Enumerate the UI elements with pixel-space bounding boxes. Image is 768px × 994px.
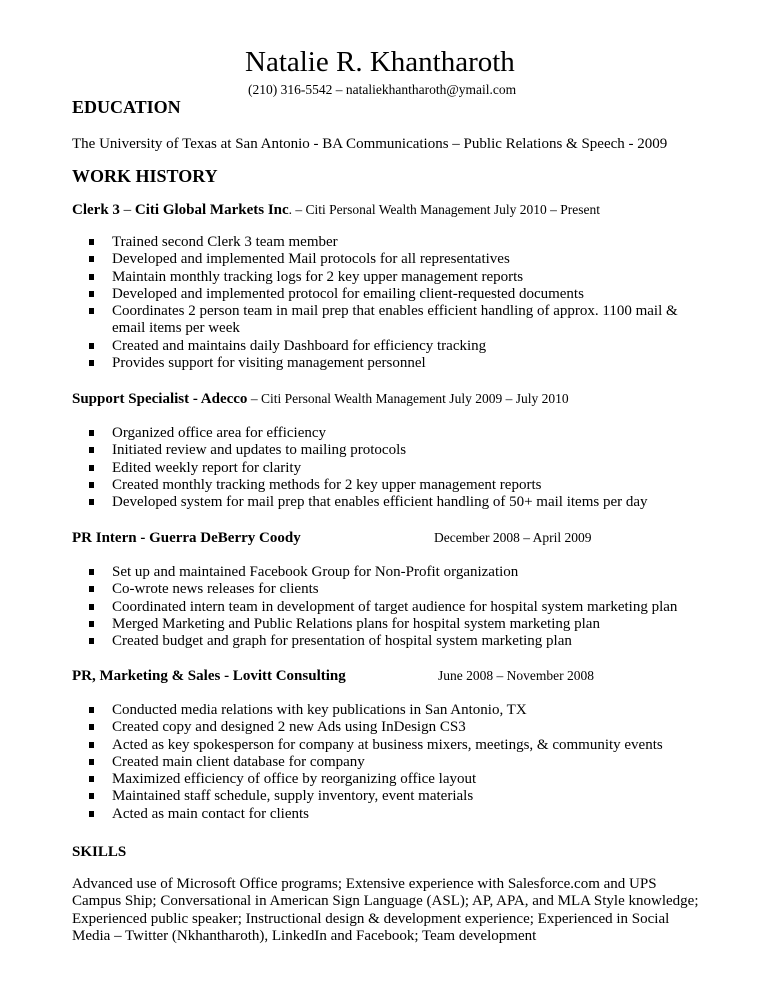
bullet-square-icon	[89, 793, 94, 799]
bullet-square-icon	[89, 759, 94, 765]
education-heading: EDUCATION	[72, 97, 181, 117]
job-separator: –	[119, 202, 135, 218]
bullet-square-icon	[89, 621, 94, 627]
list-item: Developed system for mail prep that enables efficient handling of 50+ mail items per day	[0, 494, 700, 511]
bullet-square-icon	[89, 256, 94, 262]
bullet-square-icon	[89, 360, 94, 366]
list-item: Conducted media relations with key publications in San Antonio, TX	[0, 702, 700, 719]
skills-heading: SKILLS	[72, 844, 127, 860]
education-entry: The University of Texas at San Antonio - BA Communications – Public Relations & Speech - 2009	[72, 136, 668, 152]
bullet-square-icon	[89, 274, 94, 280]
list-item: Created monthly tracking methods for 2 key upper management reports	[0, 477, 700, 494]
job-detail: . – Citi Personal Wealth Management July 2010 – Present	[288, 202, 601, 217]
job-role: Support Specialist - Adecco	[72, 391, 248, 407]
list-item: Created and maintains daily Dashboard for efficiency tracking	[0, 338, 700, 355]
list-item: Created budget and graph for presentation of hospital system marketing plan	[0, 633, 700, 650]
work-history-heading: WORK HISTORY	[72, 166, 218, 186]
bullet-square-icon	[89, 604, 94, 610]
bullet-square-icon	[89, 586, 94, 592]
job-dates: June 2008 – November 2008	[438, 668, 594, 683]
job-dates: December 2008 – April 2009	[434, 530, 592, 545]
candidate-name: Natalie R. Khantharoth	[245, 46, 515, 78]
job-bullet-list	[0, 234, 700, 372]
list-item: Developed and implemented Mail protocols for all representatives	[0, 251, 700, 268]
job-bullet-list	[0, 564, 700, 650]
bullet-square-icon	[89, 724, 94, 730]
job-bullet-list	[0, 425, 700, 511]
bullet-square-icon	[89, 811, 94, 817]
bullet-square-icon	[89, 430, 94, 436]
list-item: Maximized efficiency of office by reorganizing office layout	[0, 771, 700, 788]
bullet-square-icon	[89, 239, 94, 245]
bullet-square-icon	[89, 308, 94, 314]
contact-line: (210) 316-5542 – nataliekhantharoth@ymail.com	[248, 82, 517, 97]
job-header	[72, 200, 600, 220]
bullet-square-icon	[89, 569, 94, 575]
skills-paragraph: Advanced use of Microsoft Office programs; Extensive experience with Salesforce.com and UPS Campus Ship; Conversational in American Sign Language (ASL); AP, APA, and MLA Style knowledge; Experienced public speaker; Instructional design & development experience; Experienced in Social Media – Twitter (Nkhantharoth), LinkedIn and Facebook; Team development	[72, 876, 699, 944]
job-company: Citi Global Markets Inc	[134, 202, 289, 218]
list-item: Acted as main contact for clients	[0, 806, 700, 823]
list-item: Set up and maintained Facebook Group for Non-Profit organization	[0, 564, 700, 581]
bullet-square-icon	[89, 638, 94, 644]
list-item: Provides support for visiting management personnel	[0, 355, 700, 372]
list-item: Acted as key spokesperson for company at business mixers, meetings, & community events	[0, 737, 700, 754]
job-bullet-list	[0, 702, 700, 823]
bullet-square-icon	[89, 343, 94, 349]
list-item: Trained second Clerk 3 team member	[0, 234, 700, 251]
job-header	[72, 666, 346, 686]
job-role: PR Intern - Guerra DeBerry Coody	[72, 530, 301, 546]
list-item: Coordinates 2 person team in mail prep that enables efficient handling of approx. 1100 mail & email items per week	[0, 303, 700, 338]
list-item: Merged Marketing and Public Relations plans for hospital system marketing plan	[0, 616, 700, 633]
list-item: Edited weekly report for clarity	[0, 460, 700, 477]
list-item: Maintained staff schedule, supply inventory, event materials	[0, 788, 700, 805]
list-item: Initiated review and updates to mailing protocols	[0, 442, 700, 459]
bullet-square-icon	[89, 465, 94, 471]
job-role: Clerk 3	[72, 202, 120, 218]
list-item: Created main client database for company	[0, 754, 700, 771]
bullet-square-icon	[89, 499, 94, 505]
list-item: Organized office area for efficiency	[0, 425, 700, 442]
list-item: Created copy and designed 2 new Ads using InDesign CS3	[0, 719, 700, 736]
bullet-square-icon	[89, 742, 94, 748]
list-item: Developed and implemented protocol for emailing client-requested documents	[0, 286, 700, 303]
list-item: Maintain monthly tracking logs for 2 key upper management reports	[0, 269, 700, 286]
list-item: Coordinated intern team in development of target audience for hospital system marketing plan	[0, 599, 700, 616]
bullet-square-icon	[89, 707, 94, 713]
list-item: Co-wrote news releases for clients	[0, 581, 700, 598]
bullet-square-icon	[89, 291, 94, 297]
job-header	[72, 528, 301, 548]
job-detail: – Citi Personal Wealth Management July 2009 – July 2010	[247, 391, 569, 406]
bullet-square-icon	[89, 776, 94, 782]
bullet-square-icon	[89, 447, 94, 453]
job-role: PR, Marketing & Sales - Lovitt Consulting	[72, 668, 346, 684]
bullet-square-icon	[89, 482, 94, 488]
job-header	[72, 389, 569, 409]
